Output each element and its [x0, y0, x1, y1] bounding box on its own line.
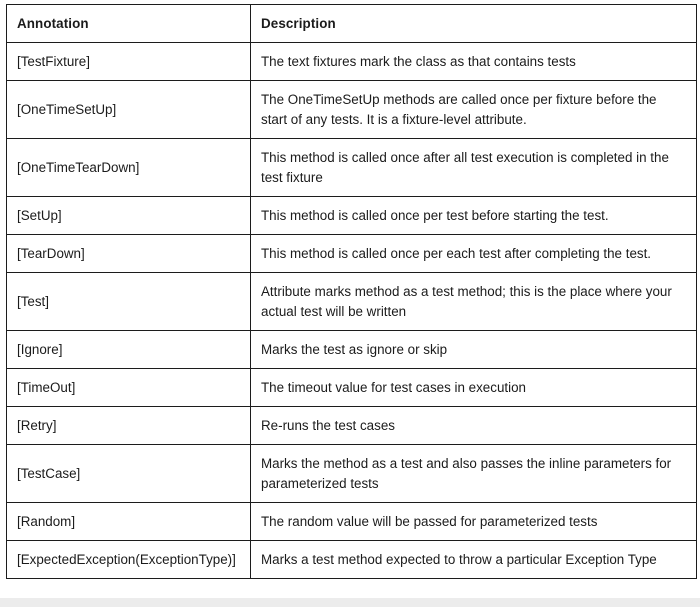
description-cell: The text fixtures mark the class as that contains tests [251, 43, 697, 81]
annotation-cell: [SetUp] [7, 197, 251, 235]
annotation-cell: [Retry] [7, 407, 251, 445]
annotation-cell: [Test] [7, 273, 251, 331]
annotation-cell: [TestCase] [7, 445, 251, 503]
table-row [7, 139, 697, 197]
table-row [7, 445, 697, 503]
annotation-cell: [ExpectedException(ExceptionType)] [7, 541, 251, 579]
table-row [7, 503, 697, 541]
annotation-cell: [OneTimeSetUp] [7, 81, 251, 139]
description-cell: The random value will be passed for parameterized tests [251, 503, 697, 541]
annotation-cell: [Random] [7, 503, 251, 541]
table-row [7, 407, 697, 445]
annotation-cell: [TestFixture] [7, 43, 251, 81]
table-row [7, 541, 697, 579]
table-row [7, 197, 697, 235]
description-cell: This method is called once per each test after completing the test. [251, 235, 697, 273]
description-cell: Marks a test method expected to throw a particular Exception Type [251, 541, 697, 579]
table-header-row [7, 5, 697, 43]
description-cell: Marks the test as ignore or skip [251, 331, 697, 369]
annotations-table [6, 4, 697, 579]
table-row [7, 369, 697, 407]
table-row [7, 273, 697, 331]
table-row [7, 235, 697, 273]
description-cell: This method is called once per test before starting the test. [251, 197, 697, 235]
description-cell: The OneTimeSetUp methods are called once per fixture before the start of any tests. It is a fixture-level attribute. [251, 81, 697, 139]
description-cell: Attribute marks method as a test method; this is the place where your actual test will be written [251, 273, 697, 331]
description-cell: Re-runs the test cases [251, 407, 697, 445]
table-row [7, 43, 697, 81]
annotation-cell: [Ignore] [7, 331, 251, 369]
annotation-cell: [TearDown] [7, 235, 251, 273]
description-cell: Marks the method as a test and also passes the inline parameters for parameterized tests [251, 445, 697, 503]
header-description: Description [251, 5, 697, 43]
table-row [7, 81, 697, 139]
description-cell: This method is called once after all test execution is completed in the test fixture [251, 139, 697, 197]
table-row [7, 331, 697, 369]
header-annotation: Annotation [7, 5, 251, 43]
description-cell: The timeout value for test cases in execution [251, 369, 697, 407]
bottom-strip [0, 598, 700, 607]
annotation-cell: [TimeOut] [7, 369, 251, 407]
annotation-cell: [OneTimeTearDown] [7, 139, 251, 197]
